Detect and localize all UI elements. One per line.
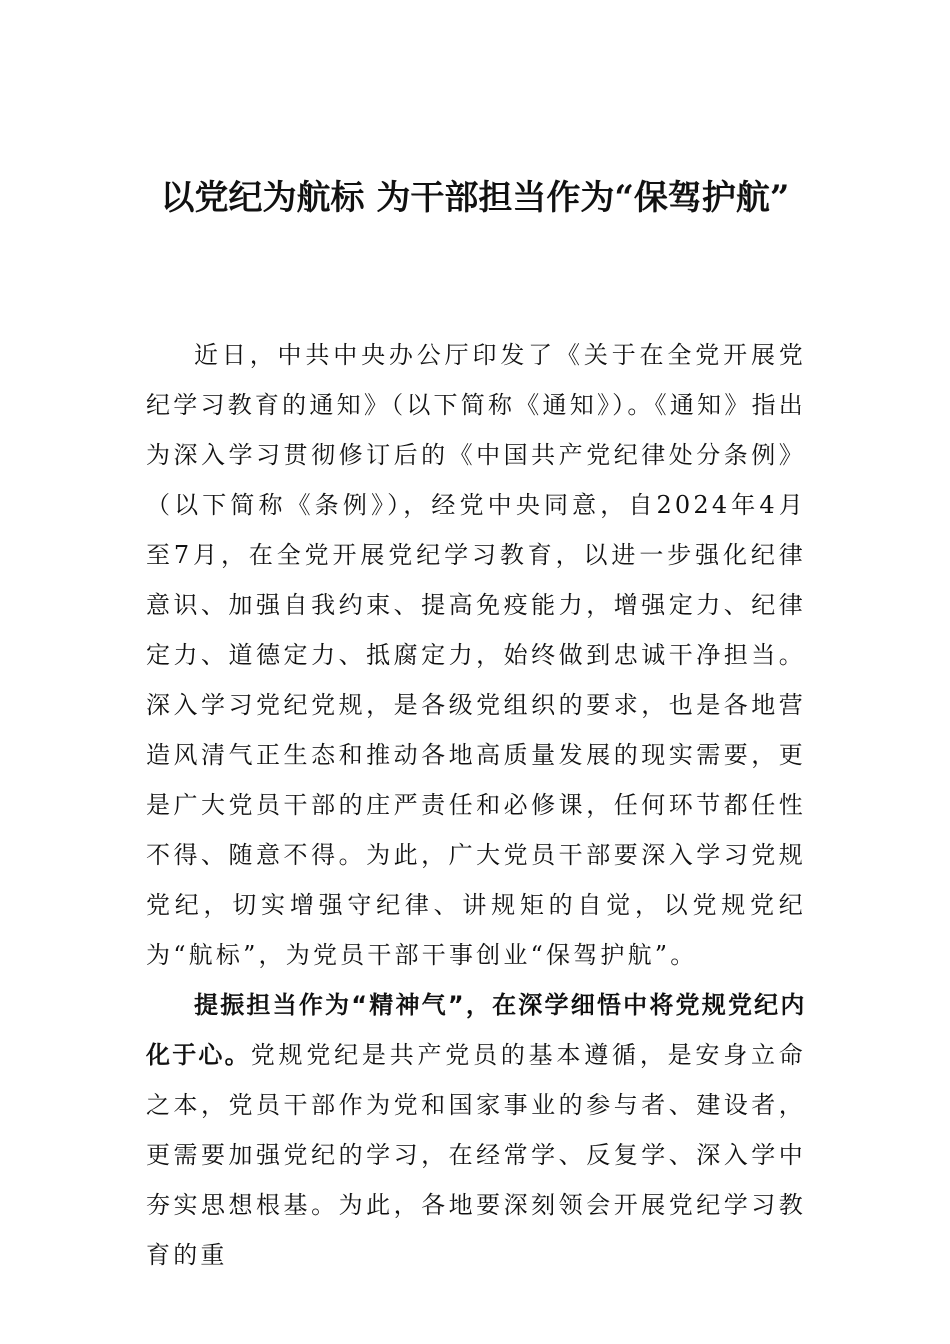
paragraph-2-text: 党规党纪是共产党员的基本遵循，是安身立命之本，党员干部作为党和国家事业的参与者、建设者，更需要加强党纪的学习，在经常学、反复学、深入学中夯实思想根基。为此，各地要深刻领会开展党纪学习教育的重 [146,1041,806,1269]
document-title: 以党纪为航标 为干部担当作为“保驾护航” [160,178,790,218]
paragraph-2 [146,980,806,1280]
paragraph-2-lead: 提振担当作为“精神气”，在深学细悟中将党规党纪内化于心。 [146,991,806,1069]
document-body [146,330,806,1280]
paragraph-1-text: 近日，中共中央办公厅印发了《关于在全党开展党纪学习教育的通知》（以下简称《通知》）。《通知》指出为深入学习贯彻修订后的《中国共产党纪律处分条例》（以下简称《条例》），经党中央同意，自2024年4月至7月，在全党开展党纪学习教育，以进一步强化纪律意识、加强自我约束、提高免疫能力，增强定力、纪律定力、道德定力、抵腐定力，始终做到忠诚干净担当。深入学习党纪党规，是各级党组织的要求，也是各地营造风清气正生态和推动各地高质量发展的现实需要，更是广大党员干部的庄严责任和必修课，任何环节都任性不得、随意不得。为此，广大党员干部要深入学习党规党纪，切实增强守纪律、讲规矩的自觉，以党规党纪为“航标”，为党员干部干事创业“保驾护航”。 [146,341,806,969]
paragraph-1 [146,330,806,980]
